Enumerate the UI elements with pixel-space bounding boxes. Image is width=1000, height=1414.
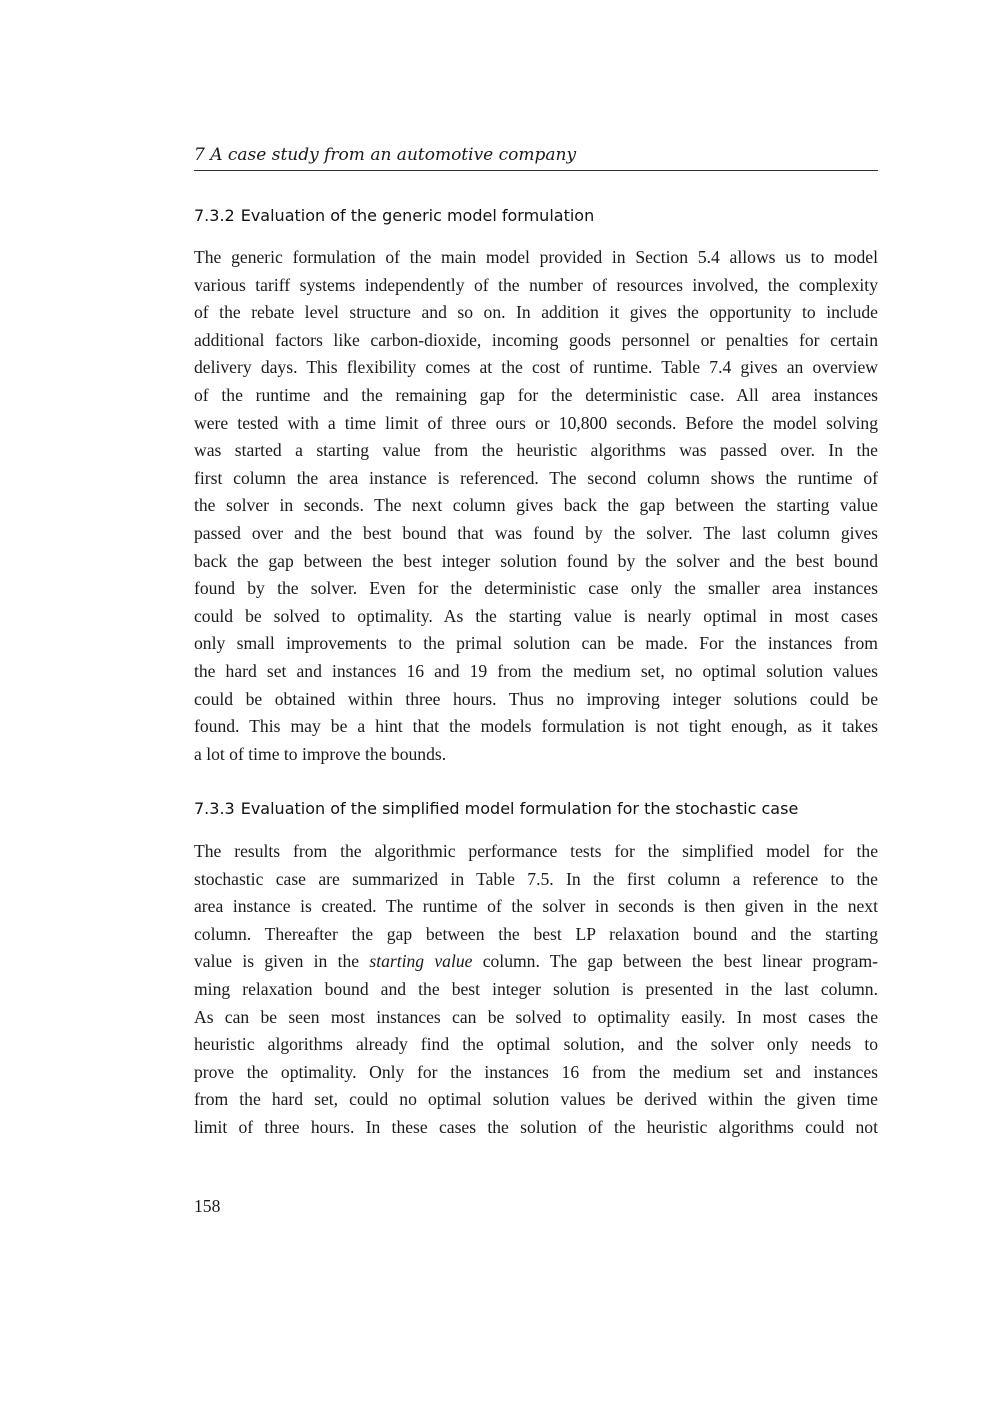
paragraph-line: heuristic algorithms already find the optimal solution, and the solver only needs to <box>194 1034 878 1055</box>
paragraph-line: were tested with a time limit of three ours or 10,800 seconds. Before the model solving <box>194 412 878 433</box>
running-header-title: 7 A case study from an automotive company <box>194 145 577 165</box>
paragraph-line: passed over and the best bound that was found by the solver. The last column gives <box>194 522 878 543</box>
section-heading-7-3-3 <box>194 798 798 820</box>
paragraph-line: could be solved to optimality. As the starting value is nearly optimal in most cases <box>194 605 878 626</box>
paragraph-line: the hard set and instances 16 and 19 from the medium set, no optimal solution values <box>194 660 878 681</box>
page-number: 158 <box>194 1196 221 1216</box>
paragraph-line: found by the solver. Even for the deterministic case only the smaller area instances <box>194 578 878 599</box>
section-number: 7.3.2 <box>194 206 235 225</box>
running-header <box>194 143 878 171</box>
paragraph-line: various tariff systems independently of the number of resources involved, the complexity <box>194 274 878 295</box>
paragraph-line: The results from the algorithmic performance tests for the simplified model for the <box>194 841 878 861</box>
paragraph-line: of the runtime and the remaining gap for the deterministic case. All area instances <box>194 384 878 405</box>
paragraph-line: of the rebate level structure and so on. In addition it gives the opportunity to include <box>194 302 878 323</box>
paragraph-line: area instance is created. The runtime of the solver in seconds is then given in the next <box>194 896 878 917</box>
paragraph-line: column. Thereafter the gap between the best LP relaxation bound and the starting <box>194 923 878 944</box>
paragraph-line: As can be seen most instances can be solved to optimality easily. In most cases the <box>194 1006 878 1027</box>
paragraph-line: additional factors like carbon-dioxide, incoming goods personnel or penalties for certain <box>194 329 878 350</box>
paragraph-line: a lot of time to improve the bounds. <box>194 743 447 764</box>
paragraph-line: stochastic case are summarized in Table 7.5. In the first column a reference to the <box>194 868 878 889</box>
section-title: Evaluation of the generic model formulation <box>240 206 595 225</box>
paragraph-line: found. This may be a hint that the models formulation is not tight enough, as it takes <box>194 716 878 737</box>
paragraph-line: delivery days. This flexibility comes at the cost of runtime. Table 7.4 gives an overview <box>194 357 878 378</box>
document-page <box>194 0 878 1414</box>
paragraph-line: ming relaxation bound and the best integer solution is presented in the last column. <box>194 978 878 999</box>
paragraph-line: was started a starting value from the heuristic algorithms was passed over. In the <box>194 440 878 461</box>
section-heading-7-3-2 <box>194 205 594 227</box>
paragraph-line: limit of three hours. In these cases the solution of the heuristic algorithms could not <box>194 1116 878 1137</box>
section-number: 7.3.3 <box>194 799 235 818</box>
paragraph-line: prove the optimality. Only for the instances 16 from the medium set and instances <box>194 1061 878 1082</box>
section-title: Evaluation of the simplified model formulation for the stochastic case <box>240 799 799 818</box>
paragraph-line: could be obtained within three hours. Thus no improving integer solutions could be <box>194 688 878 709</box>
paragraph-line: the solver in seconds. The next column gives back the gap between the starting value <box>194 495 878 516</box>
paragraph-line: The generic formulation of the main model provided in Section 5.4 allows us to model <box>194 247 878 267</box>
paragraph-line: only small improvements to the primal solution can be made. For the instances from <box>194 633 878 654</box>
section-7-3-3-paragraph <box>194 838 878 1142</box>
text-run: column. The gap between the best linear program- <box>472 951 879 972</box>
section-7-3-2-paragraph <box>194 244 878 768</box>
paragraph-line: first column the area instance is referenced. The second column shows the runtime of <box>194 467 878 488</box>
paragraph-line <box>194 948 878 976</box>
paragraph-line: back the gap between the best integer solution found by the solver and the best bound <box>194 550 878 571</box>
paragraph-line: from the hard set, could no optimal solution values be derived within the given time <box>194 1089 878 1110</box>
emphasized-term: starting value <box>369 951 473 972</box>
text-run: value is given in the <box>194 951 370 972</box>
